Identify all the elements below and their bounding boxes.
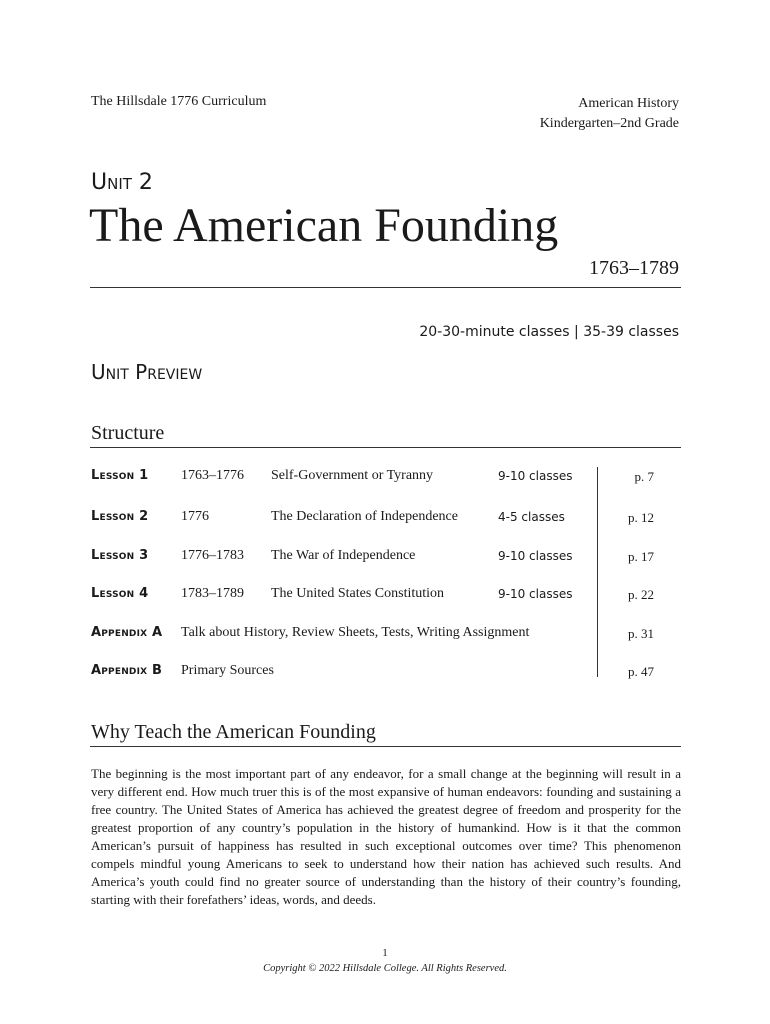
appendix-code-text: Appendix A <box>91 625 163 640</box>
why-teach-paragraph: The beginning is the most important part of any endeavor, for a small change at the beginning will result in a very different end. How much truer this is of the most expansive of human endeavors: founding and sustaining a free country. The United States of America has achieved the greatest degree of freedom and prosperity for the greatest proportion of any country’s population in the history of humankind. How is it that the common American’s pursuit of happiness has resulted in such exceptional outcomes over time? This phenomenon compels mindful young Americans to seek to understand how their nation has achieved such results. And America’s youth could find no greater source of understanding than the history of their country’s founding, starting with their forefathers’ ideas, words, and deeds. <box>91 766 681 907</box>
lesson-topic: Self-Government or Tyranny <box>271 468 434 483</box>
why-teach-heading: Why Teach the American Founding <box>91 721 376 743</box>
appendix-page: p. 47 <box>628 664 654 679</box>
lesson-page: p. 7 <box>634 469 654 484</box>
lesson-code-text: Lesson 2 <box>91 509 149 524</box>
lesson-code-text: Lesson 3 <box>91 548 149 563</box>
appendix-topic: Talk about History, Review Sheets, Tests, Writing Assignment <box>181 625 530 640</box>
lesson-page: p. 17 <box>628 549 654 564</box>
lesson-classes: 4-5 classes <box>498 510 565 524</box>
lesson-code <box>91 548 148 563</box>
title-divider <box>90 287 681 288</box>
lesson-topic: The War of Independence <box>271 548 416 563</box>
table-row <box>91 623 681 645</box>
lesson-code-text: Lesson 1 <box>91 468 149 483</box>
lesson-topic: The United States Constitution <box>271 586 445 601</box>
lesson-years: 1776–1783 <box>181 548 244 563</box>
header-right <box>540 94 679 134</box>
copyright-notice: Copyright © 2022 Hillsdale College. All Rights Reserved. <box>263 963 507 974</box>
unit-label <box>91 170 153 195</box>
appendix-code-text: Appendix B <box>91 663 163 678</box>
lesson-years: 1783–1789 <box>181 586 244 601</box>
lesson-years: 1776 <box>181 509 209 524</box>
page-number: 1 <box>382 947 388 959</box>
page-title: The American Founding <box>89 199 559 252</box>
curriculum-name: The Hillsdale 1776 Curriculum <box>91 94 267 109</box>
lesson-code <box>91 586 148 601</box>
unit-preview-heading <box>91 360 202 384</box>
structure-heading: Structure <box>91 422 165 444</box>
appendix-topic: Primary Sources <box>181 663 274 678</box>
appendix-code <box>91 625 162 640</box>
table-row <box>91 661 681 683</box>
unit-label-text: Unit 2 <box>91 170 153 195</box>
why-teach-divider <box>90 746 681 747</box>
lesson-page: p. 12 <box>628 510 654 525</box>
unit-preview-text: Unit Preview <box>91 360 203 384</box>
lesson-code <box>91 509 148 524</box>
table-row <box>91 466 681 488</box>
lesson-topic: The Declaration of Independence <box>271 509 458 524</box>
lesson-code <box>91 468 148 483</box>
lesson-classes: 9-10 classes <box>498 587 573 601</box>
lesson-page: p. 22 <box>628 587 654 602</box>
class-meta: 20-30-minute classes | 35-39 classes <box>419 324 679 340</box>
lesson-classes: 9-10 classes <box>498 549 573 563</box>
appendix-page: p. 31 <box>628 626 654 641</box>
lesson-code-text: Lesson 4 <box>91 586 149 601</box>
subject-label: American History <box>578 96 679 111</box>
appendix-code <box>91 663 162 678</box>
lesson-years: 1763–1776 <box>181 468 244 483</box>
unit-dates: 1763–1789 <box>589 257 679 279</box>
structure-divider <box>90 447 681 448</box>
lesson-classes: 9-10 classes <box>498 469 573 483</box>
grade-label: Kindergarten–2nd Grade <box>539 116 679 131</box>
table-row <box>91 546 681 568</box>
page-column-divider <box>597 467 598 677</box>
table-row <box>91 584 681 606</box>
table-row <box>91 507 681 529</box>
